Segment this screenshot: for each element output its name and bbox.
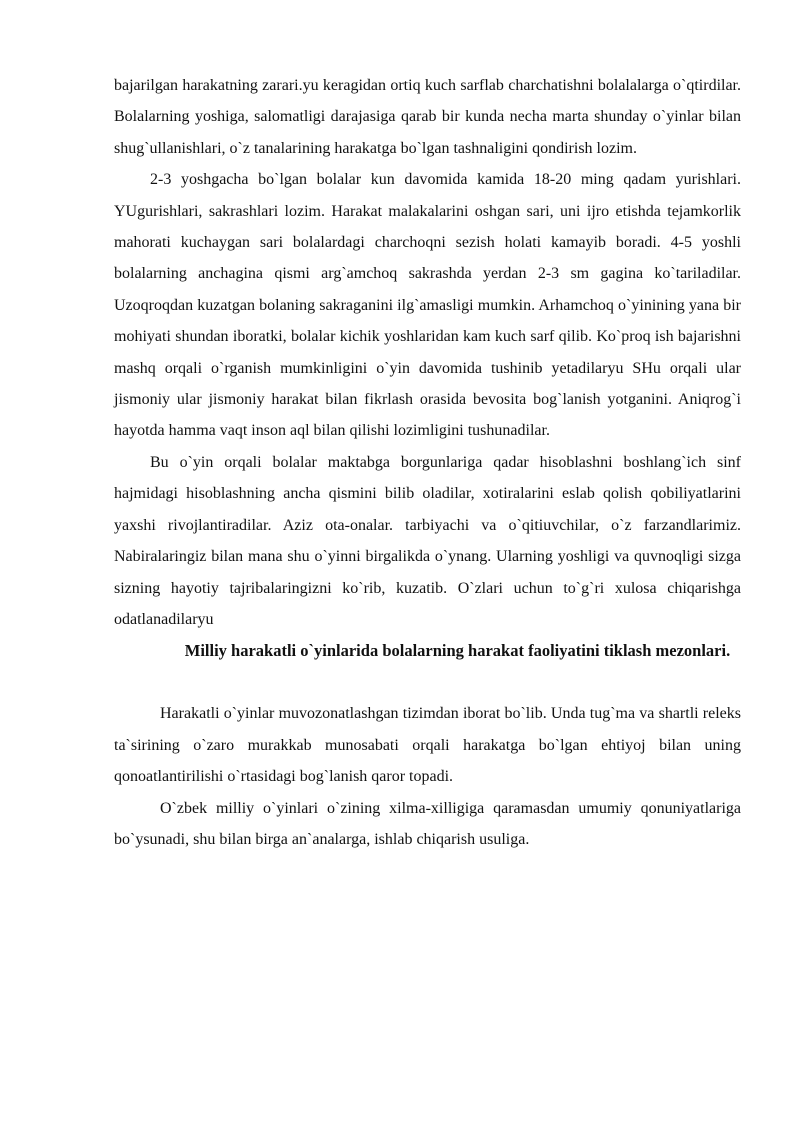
paragraph-5: O`zbek milliy o`yinlari o`zining xilma-xilligiga qaramasdan umumiy qonuniyatlariga bo`ysunadi, shu bilan birga an`analarga, ishlab chiqarish usuliga. bbox=[114, 799, 741, 848]
section-heading: Milliy harakatli o`yinlarida bolalarning harakat faoliyatini tiklash mezonlari. bbox=[184, 641, 731, 661]
spacer bbox=[114, 667, 741, 698]
paragraph-4: Harakatli o`yinlar muvozonatlashgan tizimdan iborat bo`lib. Unda tug`ma va shartli releks ta`sirining o`zaro murakkab munosabati orqali harakatga bo`lgan ehtiyoj bilan uning qonoatlantirilishi o`rtasidagi bog`lanish qaror topadi. bbox=[114, 705, 741, 786]
document-page bbox=[114, 70, 741, 855]
paragraph-1: bajarilgan harakatning zarari.yu keragidan ortiq kuch sarflab charchatishni bolalalarga o`qtirdilar. Bolalarning yoshiga, salomatligi darajasiga qarab bir kunda necha marta shunday o`yinlar bilan shug`ullanishlari, o`z tanalarining harakatga bo`lgan tashnaligini qondirish lozim. bbox=[114, 77, 741, 157]
paragraph-3: Bu o`yin orqali bolalar maktabga borgunlariga qadar hisoblashni boshlang`ich sinf hajmidagi hisoblashning ancha qismini bilib oladilar, xotiralarini eslab qolish qobiliyatlarini yaxshi rivojlantiradilar. Aziz ota-onalar. tarbiyachi va o`qitiuvchilar, o`z farzandlarimiz. Nabiralaringiz bilan mana shu o`yinni birgalikda o`ynang. Ularning yoshligi va quvnoqligi sizga sizning hayotiy tajribalaringizni ko`rib, kuzatib. O`zlari uchun to`g`ri xulosa chiqarishga odatlanadilaryu bbox=[114, 453, 741, 628]
paragraph-2: 2-3 yoshgacha bo`lgan bolalar kun davomida kamida 18-20 ming qadam yurishlari. YUgurishlari, sakrashlari lozim. Harakat malakalarini oshgan sari, uni ijro etishda tejamkorlik mahorati kuchaygan sari bolalardagi charchoqni sezish holati kamayib boradi. 4-5 yoshli bolalarning anchagina qismi arg`amchoq sakrashda yerdan 2-3 sm gagina ko`tariladilar. Uzoqroqdan kuzatgan bolaning sakraganini ilg`amasligi mumkin. Arhamchoq o`yinining yana bir mohiyati shundan iboratki, bolalar kichik yoshlaridan kam kuch sarf qilib. Ko`proq ish bajarishni mashq orqali o`rganish mumkinligini o`yin davomida tushinib yetadilaryu SHu orqali ular jismoniy ular jismoniy harakat bilan fikrlash orasida bevosita bog`lanish yotganini. Aniqrog`i hayotda hamma vaqt inson aql bilan qilishi lozimligini tushunadilar. bbox=[114, 171, 741, 440]
